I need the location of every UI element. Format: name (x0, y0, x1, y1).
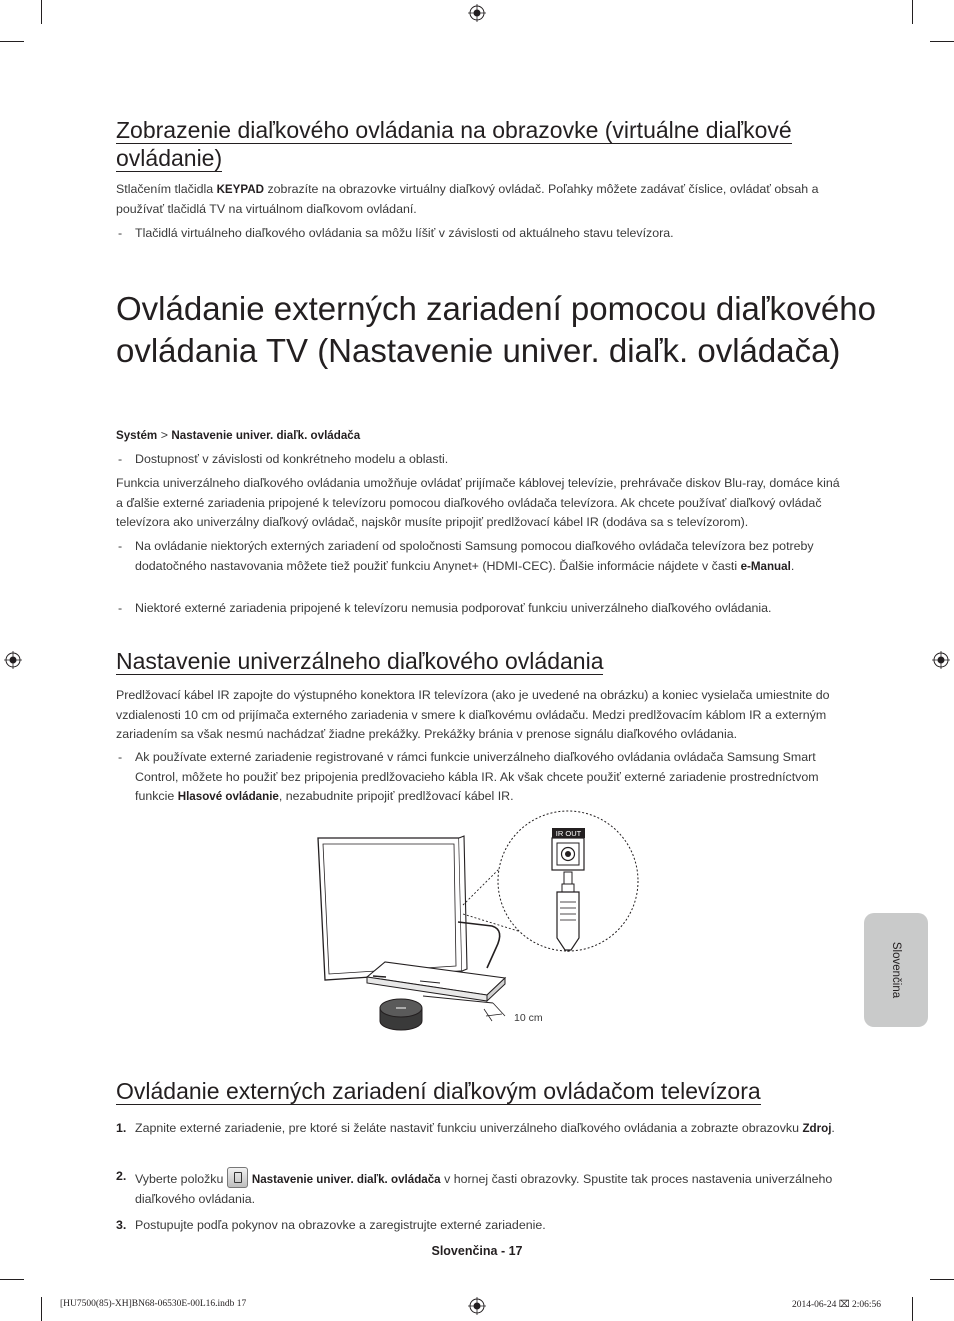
universal-remote-body: Funkcia univerzálneho diaľkového ovládania umožňuje ovládať prijímače káblovej televízie, prehrávače diskov Blu-ray, domáce kiná a ďalšie externé zariadenia pripojené k televízoru pomocou diaľkového ovládača televízora. Ak chcete používať diaľkový ovládač televízora ako univerzálny diaľkový ovládač, najskôr musíte pripojiť predlžovací kábel IR (dodáva sa s televízorom). (116, 476, 840, 529)
language-side-tab: Slovenčina (864, 913, 928, 1027)
page-footer: Slovenčina - 17 (431, 1244, 523, 1258)
crop-mark (41, 1297, 42, 1321)
registration-mark-icon (468, 1297, 486, 1315)
section-title-operate: Ovládanie externých zariadení diaľkovým ovládačom televízora (116, 1078, 761, 1104)
crop-mark (930, 1279, 954, 1280)
section-title-universal-remote: Ovládanie externých zariadení pomocou diaľkového ovládania TV (Nastavenie univer. diaľk. ovládača) (116, 290, 876, 369)
ir-out-port-icon (552, 838, 584, 870)
menu-path: Systém > Nastavenie univer. diaľk. ovládača (116, 428, 361, 442)
registration-mark-icon (4, 651, 22, 669)
setup-body: Predlžovací kábel IR zapojte do výstupného konektora IR televízora (ako je uvedené na obrázku) a koniec vysielača umiestnite do vzdialenosti 10 cm od prijímača externého zariadenia v smere k diaľkovému ovládaču. Medzi predlžovacím káblom IR a externým zariadením sa však nesmú nachádzať žiadne prekážky. Prekážky bránia v prenose signálu diaľkového ovládania. (116, 688, 830, 741)
crop-mark (0, 41, 24, 42)
print-slug-right: 2014-06-24 ⌧ 2:06:56 (792, 1300, 882, 1310)
ir-out-label: IR OUT (555, 829, 582, 838)
tv-icon (318, 836, 467, 980)
print-slug-left: [HU7500(85)-XH]BN68-06530E-00L16.indb 17 (60, 1299, 247, 1309)
ir-transmitter-icon (380, 999, 422, 1030)
crop-mark (0, 1279, 24, 1280)
crop-mark (930, 41, 954, 42)
crop-mark (41, 0, 42, 24)
section-title-virtual-remote: Zobrazenie diaľkového ovládania na obrazovke (virtuálne diaľkové ovládanie) (116, 117, 792, 171)
ir-extender-illustration (310, 810, 650, 1040)
distance-label: 10 cm (514, 1012, 543, 1024)
crop-mark (912, 0, 913, 24)
registration-mark-icon (932, 651, 950, 669)
virtual-remote-body: Stlačením tlačidla KEYPAD zobrazíte na obrazovke virtuálny diaľkový ovládač. Poľahky môžete zadávať číslice, ovládať obsah a používať tlačidlá TV na virtuálnom diaľkovom ovládaní. (116, 182, 819, 216)
registration-mark-icon (468, 4, 486, 22)
crop-mark (912, 1297, 913, 1321)
universal-remote-setup-icon (227, 1167, 248, 1188)
section-title-setup: Nastavenie univerzálneho diaľkového ovládania (116, 648, 604, 674)
